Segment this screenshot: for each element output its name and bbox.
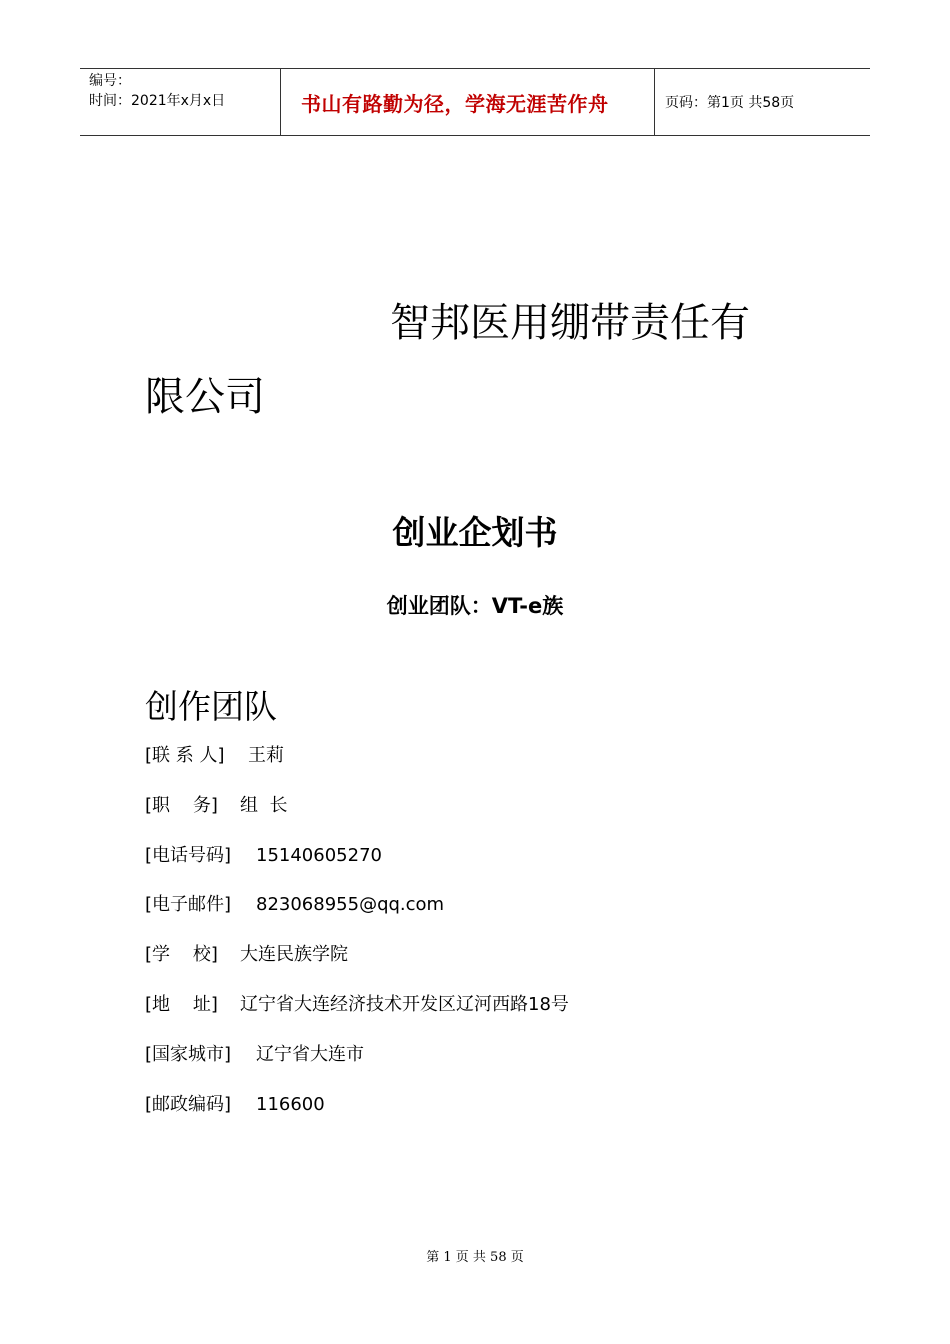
- document-number-label: 编号：: [89, 73, 131, 89]
- contact-row-email: [145, 891, 569, 941]
- contact-row-city: [145, 1041, 569, 1091]
- header-motto-cell: [281, 69, 655, 135]
- contact-row-position: [145, 792, 569, 842]
- contact-label: [联 系 人]: [145, 745, 225, 766]
- contact-list: [145, 742, 569, 1140]
- contact-row-name: [145, 742, 569, 792]
- contact-value: 大连民族学院: [240, 944, 348, 966]
- section-heading: 创作团队: [145, 687, 277, 726]
- contact-value: 823068955@qq.com: [256, 894, 445, 916]
- team-line: 创业团队：VT-e族: [386, 594, 564, 618]
- contact-row-postcode: [145, 1091, 569, 1141]
- contact-label: [邮政编码]: [145, 1093, 232, 1115]
- contact-label: [电子邮件]: [145, 894, 232, 916]
- contact-row-phone: [145, 842, 569, 892]
- contact-row-address: [145, 991, 569, 1041]
- contact-value: 王莉: [248, 745, 284, 766]
- contact-row-school: [145, 941, 569, 991]
- header-motto: 书山有路勤为径，学海无涯苦作舟: [301, 91, 609, 116]
- contact-label: [地 址]: [145, 993, 218, 1015]
- contact-value: 15140605270: [256, 844, 382, 866]
- header-meta-cell: [80, 69, 281, 135]
- contact-label: [电话号码]: [145, 844, 232, 866]
- header-page-cell: [655, 69, 870, 135]
- header-page-info: 页码：第1页 共58页: [665, 95, 795, 111]
- contact-label: [国家城市]: [145, 1043, 232, 1065]
- contact-value: 辽宁省大连市: [256, 1043, 364, 1065]
- company-name-line-1: 智邦医用绷带责任有: [390, 300, 750, 346]
- contact-label: [学 校]: [145, 944, 218, 966]
- page-header: [80, 68, 870, 136]
- contact-value: 116600: [256, 1093, 325, 1115]
- contact-value: 组 长: [240, 794, 288, 816]
- contact-label: [职 务]: [145, 794, 218, 816]
- plan-title: 创业企划书: [392, 513, 558, 552]
- company-name-line-2: 限公司: [145, 374, 265, 420]
- document-time-label: 时间：2021年x月x日: [89, 93, 226, 109]
- page-footer: 第 1 页 共 58 页: [426, 1250, 524, 1265]
- contact-value: 辽宁省大连经济技术开发区辽河西路18号: [240, 993, 569, 1015]
